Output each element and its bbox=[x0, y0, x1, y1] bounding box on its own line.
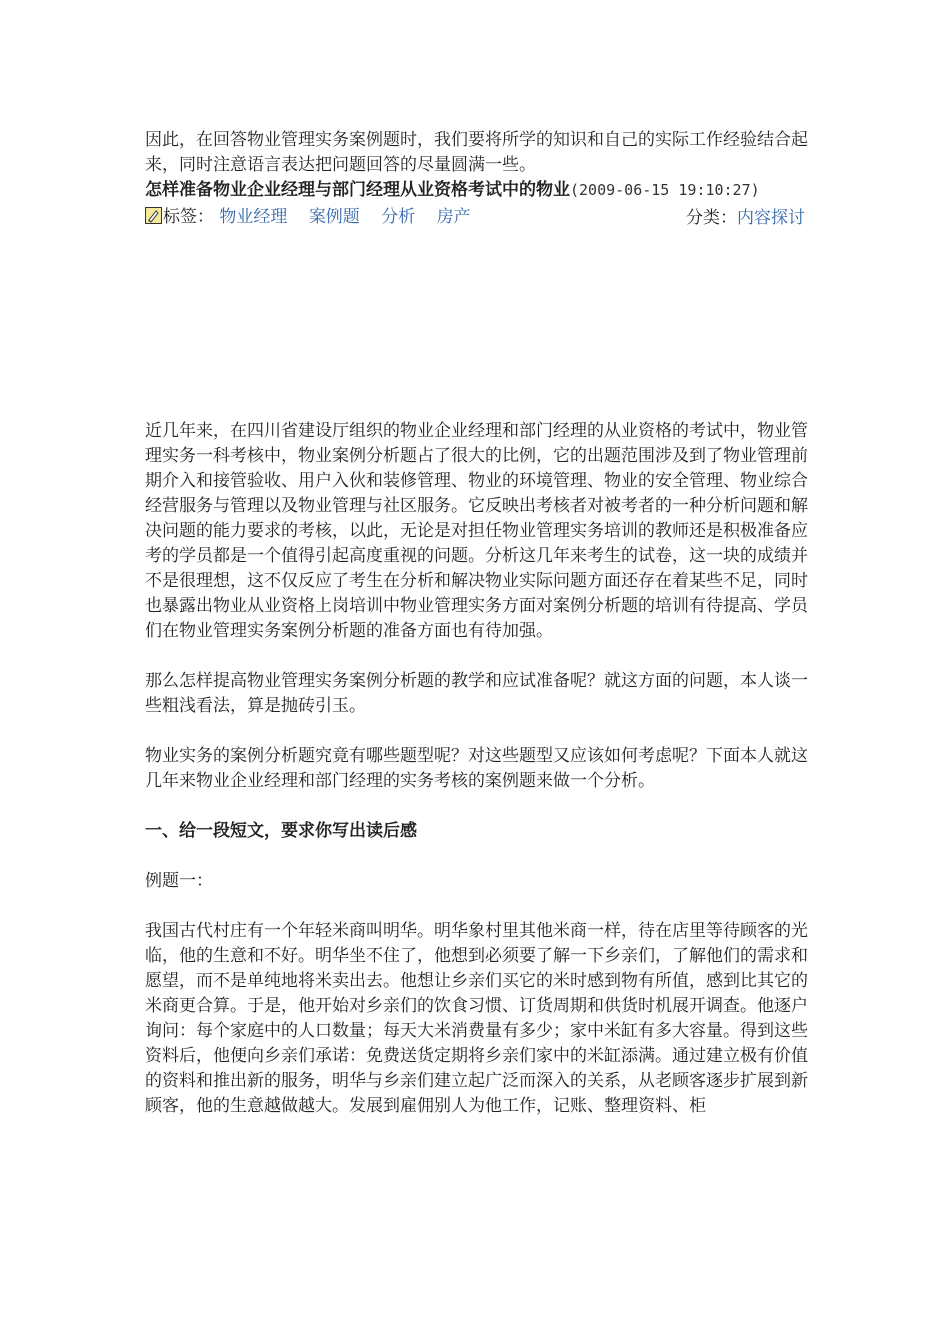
tag-edit-icon bbox=[145, 205, 162, 222]
tag-link-2[interactable]: 分析 bbox=[381, 207, 416, 227]
category bbox=[686, 204, 805, 232]
blank-space bbox=[145, 231, 810, 419]
body-paragraph-1: 近几年来，在四川省建设厅组织的物业企业经理和部门经理的从业资格的考试中，物业管理实务一科考核中，物业案例分析题占了很大的比例，它的出题范围涉及到了物业管理前期介入和接管验收、用户入伙和装修管理、物业的环境管理、物业的安全管理、物业综合经营服务与管理以及物业管理与社区服务。它反映出考核者对被考者的一种分析问题和解决问题的能力要求的考核，以此，无论是对担任物业管理实务培训的教师还是积极准备应考的学员都是一个值得引起高度重视的问题。分析这几年来考生的试卷，这一块的成绩并不是很理想，这不仅反应了考生在分析和解决物业实际问题方面还存在着某些不足，同时也暴露出物业从业资格上岗培训中物业管理实务方面对案例分析题的培训有待提高、学员们在物业管理实务案例分析题的准备方面也有待加强。 bbox=[145, 421, 808, 641]
body-paragraph-2: 那么怎样提高物业管理实务案例分析题的教学和应试准备呢？就这方面的问题，本人谈一些粗浅看法，算是抛砖引玉。 bbox=[145, 671, 808, 716]
example-label: 例题一： bbox=[145, 871, 213, 891]
tags-row bbox=[145, 203, 810, 231]
body-paragraph-4: 我国古代村庄有一个年轻米商叫明华。明华象村里其他米商一样，待在店里等待顾客的光临，他的生意和不好。明华坐不住了，他想到必须要了解一下乡亲们，了解他们的需求和愿望，而不是单纯地将米卖出去。他想让乡亲们买它的米时感到物有所值，感到比其它的米商更合算。于是，他开始对乡亲们的饮食习惯、订货周期和供货时机展开调查。他逐户询问：每个家庭中的人口数量；每天大米消费量有多少；家中米缸有多大容量。得到这些资料后，他便向乡亲们承诺：免费送货定期将乡亲们家中的米缸添满。通过建立极有价值的资料和推出新的服务，明华与乡亲们建立起广泛而深入的关系，从老顾客逐步扩展到新顾客，他的生意越做越大。发展到雇佣别人为他工作，记账、整理资料、柜 bbox=[145, 921, 808, 1116]
body-paragraph-3: 物业实务的案例分析题究竟有哪些题型呢？对这些题型又应该如何考虑呢？下面本人就这几年来物业企业经理和部门经理的实务考核的案例题来做一个分析。 bbox=[145, 746, 808, 791]
tag-link-3[interactable]: 房产 bbox=[436, 207, 471, 227]
category-label: 分类： bbox=[686, 208, 737, 228]
section-heading: 一、给一段短文，要求你写出读后感 bbox=[145, 821, 417, 841]
intro-paragraph: 因此，在回答物业管理实务案例题时，我们要将所学的知识和自己的实际工作经验结合起来，同时注意语言表达把问题回答的尽量圆满一些。 bbox=[145, 130, 808, 175]
tag-link-0[interactable]: 物业经理 bbox=[219, 207, 288, 227]
post-title-text[interactable]: 怎样准备物业企业经理与部门经理从业资格考试中的物业 bbox=[145, 180, 570, 200]
category-link[interactable]: 内容探讨 bbox=[737, 208, 805, 228]
post-date: (2009-06-15 19:10:27) bbox=[570, 181, 760, 199]
tag-link-1[interactable]: 案例题 bbox=[308, 207, 360, 227]
post-title bbox=[145, 178, 810, 203]
article-content bbox=[145, 128, 810, 1144]
tags-label: 标签： bbox=[163, 207, 214, 227]
